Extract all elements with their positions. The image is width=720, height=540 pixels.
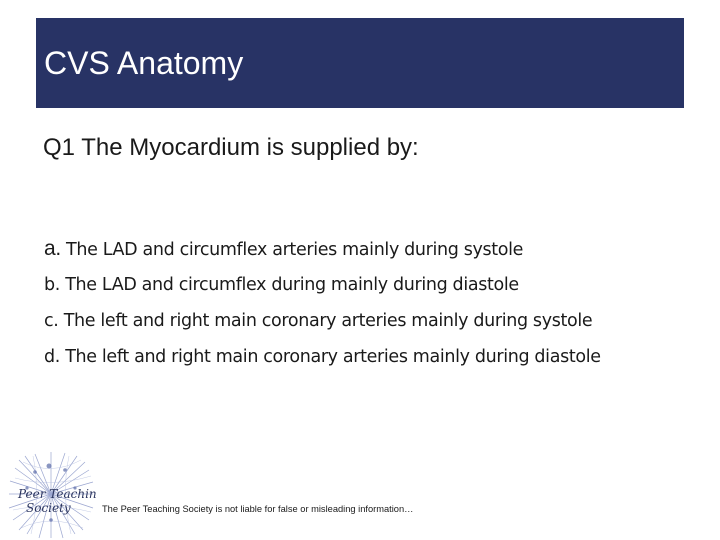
option-c-letter: c. <box>44 311 59 331</box>
logo-line2: Society <box>26 501 71 515</box>
option-b-text: The LAD and circumflex during mainly during diastole <box>65 275 519 295</box>
option-a-text: The LAD and circumflex arteries mainly during systole <box>66 240 524 260</box>
option-b-letter: b. <box>44 275 60 295</box>
logo-line1: Peer Teaching <box>18 487 97 501</box>
logo-graphic <box>5 448 97 540</box>
option-c <box>44 307 601 343</box>
disclaimer-text: The Peer Teaching Society is not liable for false or misleading information… <box>102 504 414 514</box>
slide-title: CVS Anatomy <box>44 45 244 81</box>
option-d <box>44 343 601 379</box>
option-d-text: The left and right main coronary arteries mainly during diastole <box>65 347 601 367</box>
title-bar <box>36 18 684 108</box>
option-a <box>44 235 601 271</box>
option-c-text: The left and right main coronary arteries mainly during systole <box>63 311 593 331</box>
option-b <box>44 271 601 307</box>
peer-teaching-society-logo-icon <box>5 448 97 540</box>
answer-options <box>44 235 601 379</box>
option-a-letter: a. <box>44 237 61 260</box>
question-text: Q1 The Myocardium is supplied by: <box>43 134 419 161</box>
option-d-letter: d. <box>44 347 60 367</box>
